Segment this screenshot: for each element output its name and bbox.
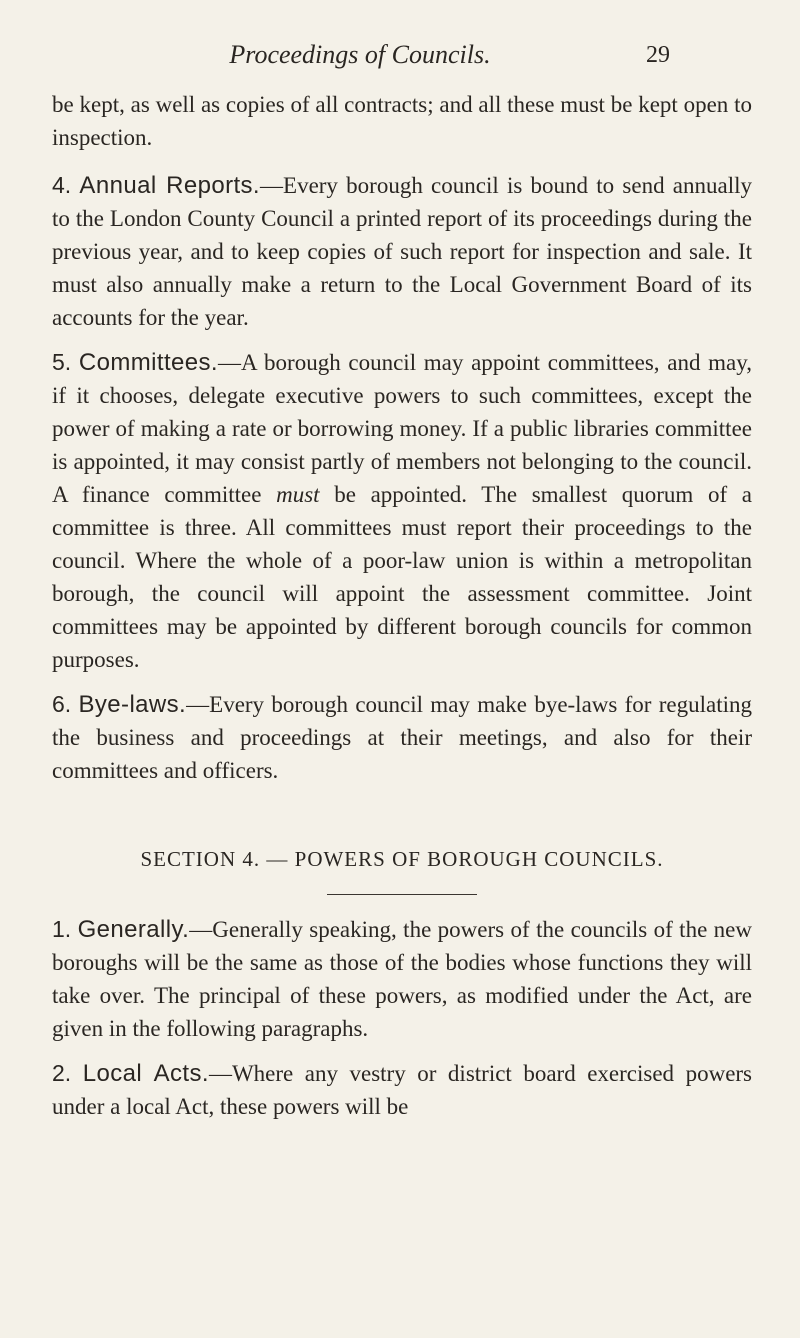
page-number: 29: [646, 42, 670, 68]
emphasis-word: must: [276, 482, 320, 507]
paragraph-committees: [52, 346, 752, 676]
paragraph-number: 2.: [52, 1060, 72, 1086]
paragraph-heading: Committees.: [78, 349, 218, 376]
paragraph-heading: Local Acts.: [82, 1060, 209, 1087]
paragraph-bye-laws: [52, 688, 752, 787]
running-head: [0, 40, 800, 80]
paragraph-generally: [52, 913, 752, 1045]
paragraph-heading: Generally.: [77, 916, 190, 943]
paragraph-number: 1.: [52, 916, 72, 942]
paragraph-text: —Generally speaking, the powers of the councils of the new boroughs will be the same as those of the bodies whose functions they will take over. The principal of these powers, as modified under the Act, are given in the following paragraphs.: [52, 917, 752, 1041]
intro-paragraph: be kept, as well as copies of all contracts; and all these must be kept open to inspection.: [52, 92, 752, 150]
paragraph-text: —Where any vestry or district board exercised powers under a local Act, these powers will be: [52, 1061, 753, 1119]
paragraph-text: —Every borough council is bound to send annually to the London County Council a printed report of its proceedings during the previous year, and to keep copies of such report for inspection and sale. It must also annually make a return to the Local Government Board of its accounts for the year.: [52, 173, 752, 330]
paragraph-heading: Bye-laws.: [78, 691, 187, 718]
running-title: Proceedings of Councils.: [229, 40, 491, 69]
paragraph-annual-reports: [52, 169, 752, 334]
paragraph-local-acts: [52, 1057, 752, 1123]
body-text: [52, 88, 752, 1135]
paragraph-number: 4.: [52, 172, 72, 198]
section-title: SECTION 4. — POWERS OF BOROUGH COUNCILS.: [140, 847, 664, 871]
paragraph-number: 5.: [52, 349, 72, 375]
paragraph-text-continued: be appointed. The smallest quorum of a committee is three. All committees must report their proceedings to the council. Where the whole of a poor-law union is within a metropolitan borough, the council will appoint the assessment committee. Joint committees may be appointed by different borough councils for common purposes.: [52, 482, 753, 672]
paragraph-text: —A borough council may appoint committees, and may, if it chooses, delegate executive powers to such committees, except the power of making a rate or borrowing money. If a public libraries committee is appointed, it may consist partly of members not belonging to the council. A finance committee: [52, 350, 753, 507]
paragraph-heading: Annual Reports.: [79, 172, 261, 199]
section-rule: [327, 894, 477, 895]
paragraph-text: —Every borough council may make bye-laws for regulating the business and proceedings at their meetings, and also for their committees and officers.: [52, 692, 753, 783]
paragraph-number: 6.: [52, 691, 72, 717]
